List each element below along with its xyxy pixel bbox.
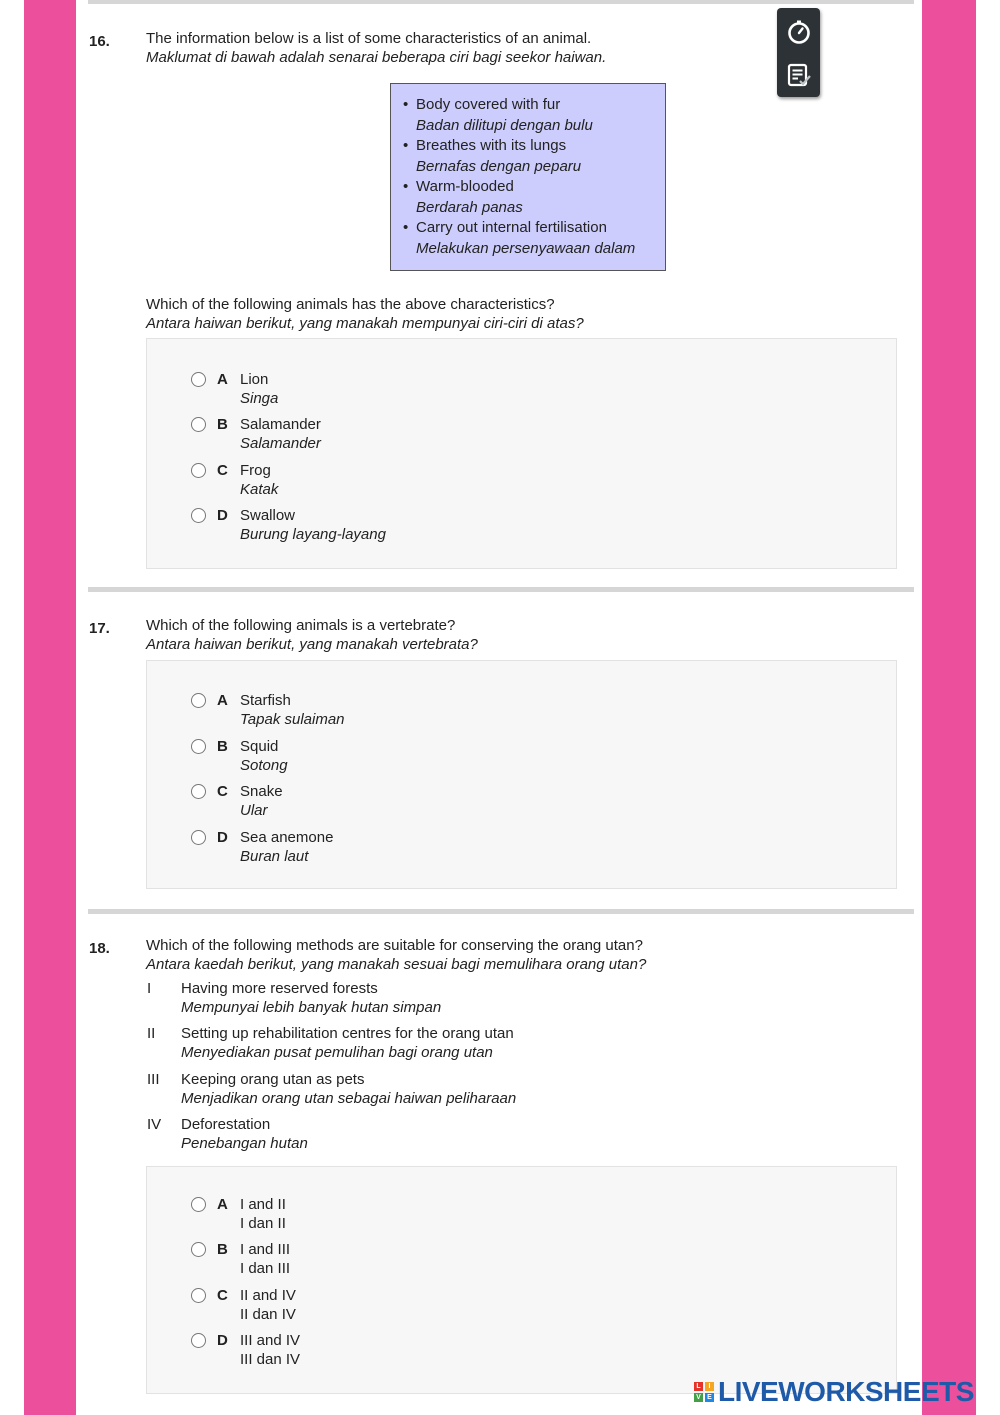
question-malay: Antara haiwan berikut, yang manakah mempunyai ciri-ciri di atas?: [146, 315, 584, 332]
option-letter: A: [217, 692, 228, 709]
option-letter: A: [217, 1196, 228, 1213]
option-english: Lion: [240, 371, 269, 388]
characteristics-box: [390, 83, 666, 271]
characteristic-item: [403, 95, 665, 136]
option-english: Swallow: [240, 507, 296, 524]
option-malay: I dan II: [240, 1215, 286, 1232]
option-malay: Buran laut: [240, 848, 309, 865]
option-text: [240, 828, 333, 866]
option-text: [240, 1195, 286, 1233]
radio-button[interactable]: [191, 1242, 206, 1257]
question-separator: [88, 587, 914, 592]
prompt-english: The information below is a list of some characteristics of an animal.: [146, 30, 592, 47]
prompt-malay: Antara haiwan berikut, yang manakah vertebrata?: [146, 636, 478, 653]
option-english: I and II: [240, 1196, 286, 1213]
option-letter: B: [217, 416, 228, 433]
question-prompt: [146, 29, 606, 67]
worksheet-toolbar: [777, 8, 820, 97]
characteristic-malay: Badan dilitupi dengan bulu: [416, 116, 593, 134]
option-english: Starfish: [240, 692, 291, 709]
option-malay: I dan III: [240, 1260, 291, 1277]
radio-button[interactable]: [191, 508, 206, 523]
option-english: Snake: [240, 783, 283, 800]
statement-text: [181, 1070, 516, 1108]
option-english: Frog: [240, 462, 271, 479]
radio-button[interactable]: [191, 739, 206, 754]
bullet-icon: •: [403, 178, 409, 195]
top-separator: [88, 0, 914, 4]
option-malay: Burung layang-layang: [240, 526, 386, 543]
option-text: [240, 506, 386, 544]
radio-button[interactable]: [191, 417, 206, 432]
timer-button[interactable]: [777, 10, 820, 53]
option-text: [240, 1240, 290, 1278]
answer-options: [146, 660, 897, 889]
bullet-icon: •: [403, 219, 409, 236]
statement-numeral: II: [147, 1025, 156, 1042]
logo-tile: V: [694, 1393, 703, 1402]
option-english: I and III: [240, 1241, 291, 1258]
question-number: 18.: [89, 940, 110, 957]
question-text: [146, 295, 584, 333]
option-english: Sea anemone: [240, 829, 334, 846]
characteristic-malay: Bernafas dengan peparu: [416, 157, 582, 175]
statement-malay: Penebangan hutan: [181, 1135, 308, 1152]
statement-malay: Menjadikan orang utan sebagai haiwan peliharaan: [181, 1090, 517, 1107]
logo-tile: L: [694, 1382, 703, 1391]
statement-text: [181, 1024, 514, 1062]
option-letter: D: [217, 507, 228, 524]
option-malay: II dan IV: [240, 1306, 296, 1323]
option-text: [240, 461, 278, 499]
option-malay: Tapak sulaiman: [240, 711, 345, 728]
characteristic-english: Carry out internal fertilisation: [416, 219, 607, 236]
radio-button[interactable]: [191, 1288, 206, 1303]
option-malay: Katak: [240, 481, 279, 498]
option-english: III and IV: [240, 1332, 301, 1349]
prompt-malay: Maklumat di bawah adalah senarai beberapa ciri bagi seekor haiwan.: [146, 49, 607, 66]
liveworksheets-logo[interactable]: [694, 1374, 974, 1410]
radio-button[interactable]: [191, 463, 206, 478]
characteristic-item: [403, 177, 665, 218]
logo-tile: I: [705, 1382, 714, 1391]
option-text: [240, 1331, 300, 1369]
radio-button[interactable]: [191, 1197, 206, 1212]
question-separator: [88, 909, 914, 914]
radio-button[interactable]: [191, 693, 206, 708]
option-text: [240, 1286, 296, 1324]
characteristic-english: Breathes with its lungs: [416, 137, 567, 154]
option-malay: Sotong: [240, 757, 288, 774]
question-number: 16.: [89, 33, 110, 50]
option-english: II and IV: [240, 1287, 296, 1304]
stopwatch-icon: [786, 19, 812, 45]
characteristic-item: [403, 218, 665, 259]
statement-malay: Menyediakan pusat pemulihan bagi orang utan: [181, 1044, 493, 1061]
option-text: [240, 691, 345, 729]
option-english: Squid: [240, 738, 279, 755]
answer-options: [146, 338, 897, 569]
option-malay: III dan IV: [240, 1351, 301, 1368]
prompt-english: Which of the following methods are suitable for conserving the orang utan?: [146, 937, 643, 954]
radio-button[interactable]: [191, 830, 206, 845]
option-malay: Ular: [240, 802, 268, 819]
option-malay: Salamander: [240, 435, 321, 452]
option-letter: C: [217, 462, 228, 479]
option-text: [240, 782, 283, 820]
characteristic-english: Warm-blooded: [416, 178, 514, 195]
option-english: Salamander: [240, 416, 321, 433]
option-letter: B: [217, 1241, 228, 1258]
option-letter: D: [217, 1332, 228, 1349]
checklist-icon: [786, 62, 812, 88]
option-letter: D: [217, 829, 228, 846]
question-number: 17.: [89, 620, 110, 637]
characteristic-malay: Melakukan persenyawaan dalam: [416, 239, 636, 257]
left-side-bar: [24, 0, 76, 1415]
option-letter: A: [217, 371, 228, 388]
question-english: Which of the following animals has the above characteristics?: [146, 296, 555, 313]
finish-check-button[interactable]: [777, 53, 820, 96]
logo-tile: E: [705, 1393, 714, 1402]
statement-malay: Mempunyai lebih banyak hutan simpan: [181, 999, 442, 1016]
characteristic-item: [403, 136, 665, 177]
radio-button[interactable]: [191, 784, 206, 799]
statement-numeral: IV: [147, 1116, 162, 1133]
option-letter: B: [217, 738, 228, 755]
radio-button[interactable]: [191, 1333, 206, 1348]
logo-text: LIVEWORKSHEETS: [718, 1376, 974, 1407]
logo-grid-icon: [694, 1382, 714, 1402]
answer-options: [146, 1166, 897, 1394]
radio-button[interactable]: [191, 372, 206, 387]
statement-english: Having more reserved forests: [181, 980, 378, 997]
statement-text: [181, 1115, 308, 1153]
option-text: [240, 370, 278, 408]
statement-numeral: III: [147, 1071, 160, 1088]
characteristic-english: Body covered with fur: [416, 96, 561, 113]
question-prompt: [146, 936, 646, 974]
statement-english: Setting up rehabilitation centres for the orang utan: [181, 1025, 514, 1042]
option-letter: C: [217, 1287, 228, 1304]
question-prompt: [146, 616, 478, 654]
option-malay: Singa: [240, 390, 279, 407]
statement-english: Deforestation: [181, 1116, 271, 1133]
statement-text: [181, 979, 441, 1017]
option-text: [240, 415, 321, 453]
characteristic-malay: Berdarah panas: [416, 198, 523, 216]
prompt-malay: Antara kaedah berikut, yang manakah sesuai bagi memulihara orang utan?: [146, 956, 647, 973]
prompt-english: Which of the following animals is a vertebrate?: [146, 617, 456, 634]
statement-english: Keeping orang utan as pets: [181, 1071, 365, 1088]
bullet-icon: •: [403, 137, 409, 154]
statement-numeral: I: [147, 980, 152, 997]
option-letter: C: [217, 783, 228, 800]
bullet-icon: •: [403, 96, 409, 113]
option-text: [240, 737, 288, 775]
right-side-bar: [922, 0, 976, 1415]
